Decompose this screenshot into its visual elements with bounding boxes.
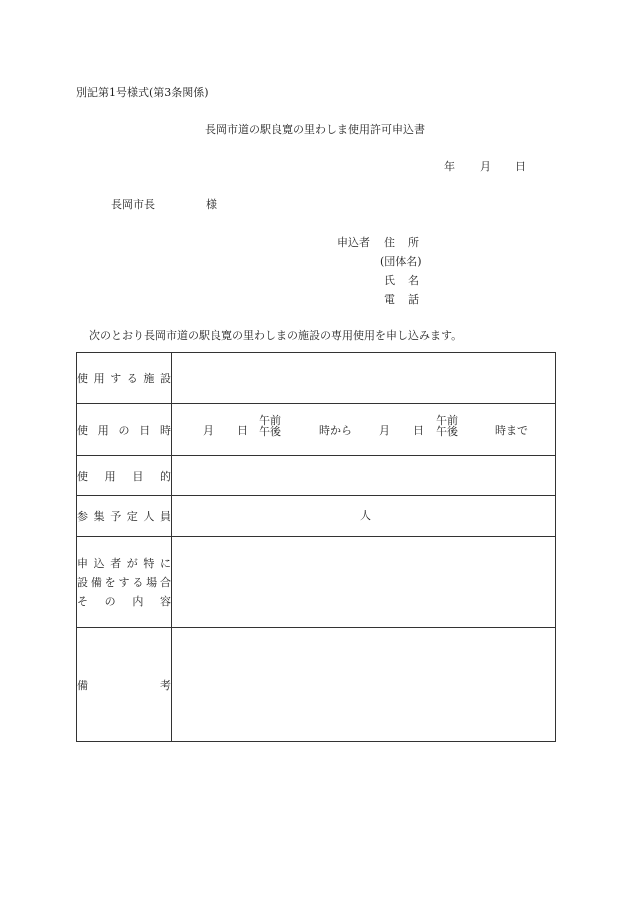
datetime-label: 使 用 の 日 時 xyxy=(77,404,172,456)
field-address-1: 住 xyxy=(384,236,395,249)
form-id: 別記第1号様式(第3条関係) xyxy=(76,86,209,99)
attendees-label: 参 集 予 定 人 員 xyxy=(77,496,172,537)
attendees-value[interactable] xyxy=(172,496,556,537)
field-name-2: 名 xyxy=(408,274,419,287)
applicant-label: 申込者 xyxy=(337,236,370,249)
start-from: 時から xyxy=(319,424,352,437)
date-month: 月 xyxy=(480,160,491,173)
start-ampm: 午前 午後 xyxy=(259,414,281,438)
application-table xyxy=(76,352,556,742)
end-day: 日 xyxy=(413,424,424,437)
row-equipment xyxy=(77,537,556,628)
field-name-1: 氏 xyxy=(384,274,395,287)
end-ampm: 午前 午後 xyxy=(436,414,458,438)
row-attendees xyxy=(77,496,556,537)
attendees-unit: 人 xyxy=(360,509,371,522)
field-address-2: 所 xyxy=(408,236,419,249)
start-day: 日 xyxy=(237,424,248,437)
remarks-value[interactable] xyxy=(172,628,556,742)
document-title: 長岡市道の駅良寛の里わしま使用許可申込書 xyxy=(205,123,425,136)
date-year: 年 xyxy=(444,160,455,173)
field-phone-1: 電 xyxy=(384,293,395,306)
field-phone-2: 話 xyxy=(408,293,419,306)
addressee-name: 長岡市長 xyxy=(111,198,155,211)
row-remarks xyxy=(77,628,556,742)
row-facility xyxy=(77,353,556,404)
facility-value[interactable] xyxy=(172,353,556,404)
facility-label: 使 用 す る 施 設 xyxy=(77,353,172,404)
end-until: 時まで xyxy=(495,424,528,437)
equipment-value[interactable] xyxy=(172,537,556,628)
purpose-label: 使 用 目 的 xyxy=(77,456,172,496)
datetime-value[interactable] xyxy=(172,404,556,456)
remarks-label: 備 考 xyxy=(77,628,172,742)
addressee-honorific: 様 xyxy=(206,198,217,211)
purpose-value[interactable] xyxy=(172,456,556,496)
row-datetime xyxy=(77,404,556,456)
field-group: (団体名) xyxy=(380,255,422,268)
date-day: 日 xyxy=(515,160,526,173)
row-purpose xyxy=(77,456,556,496)
equipment-label: 申 込 者 が 特 に 設 備 を す る 場 合 そ の 内 容 xyxy=(77,537,172,628)
start-month: 月 xyxy=(203,424,214,437)
intro-text: 次のとおり長岡市道の駅良寛の里わしまの施設の専用使用を申し込みます。 xyxy=(89,329,463,342)
end-month: 月 xyxy=(379,424,390,437)
